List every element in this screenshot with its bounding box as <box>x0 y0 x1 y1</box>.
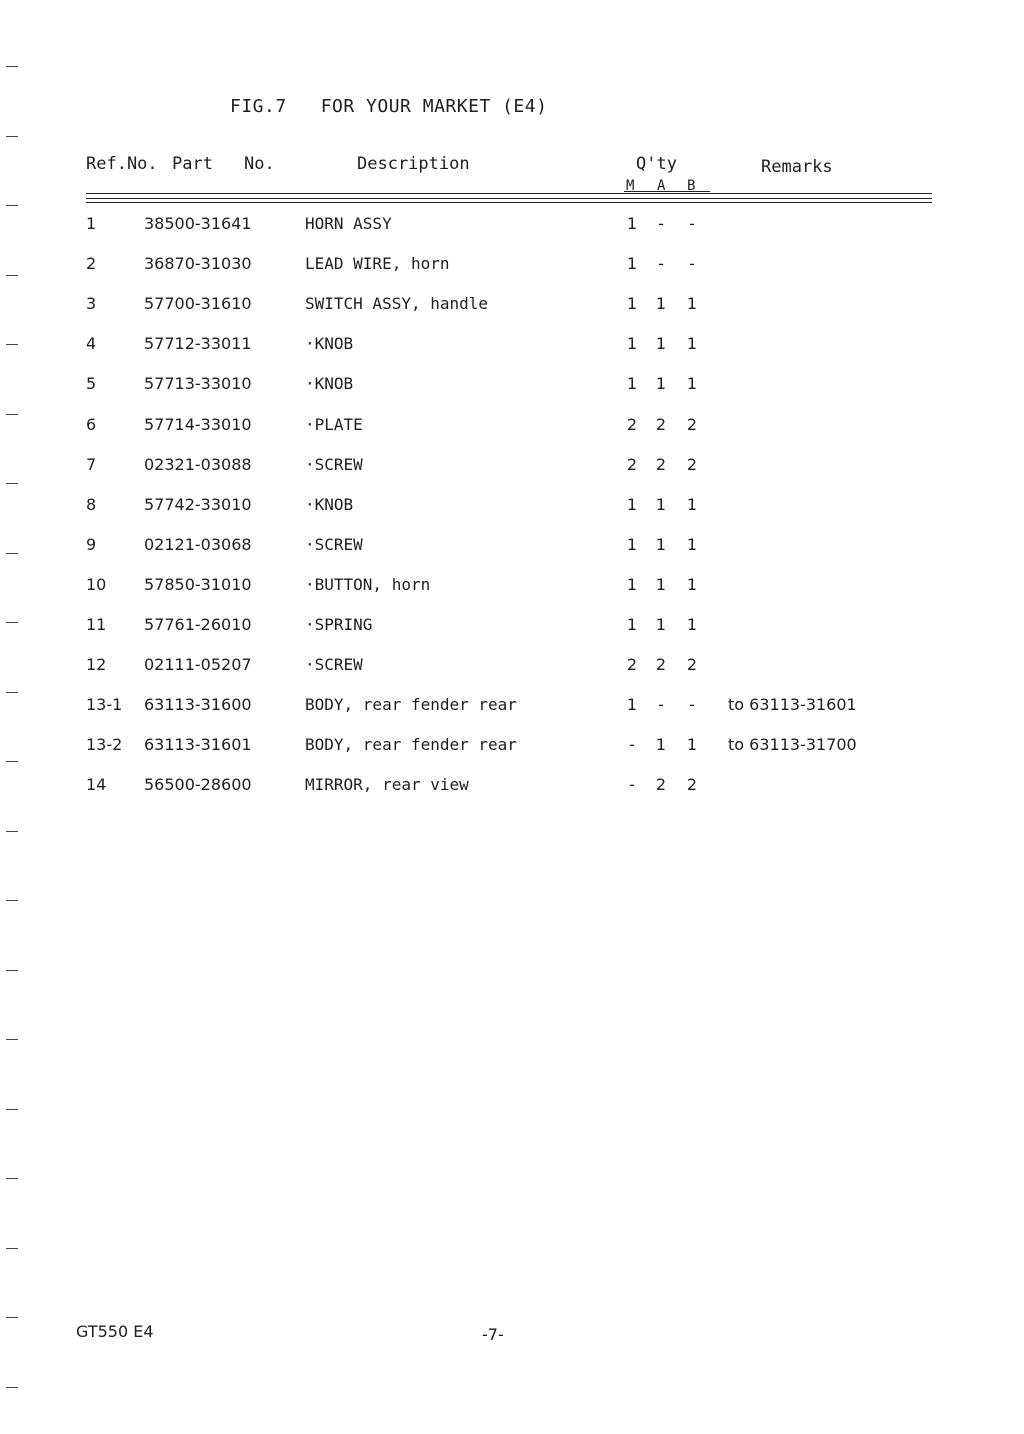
ref-no-cell: 13-2 <box>86 735 123 754</box>
qty-b-cell: 1 <box>686 735 698 754</box>
table-row <box>0 214 1024 244</box>
qty-a-cell: - <box>658 695 664 714</box>
header-ref-no: Ref.No. <box>86 154 158 174</box>
margin-tick <box>6 1248 18 1249</box>
margin-tick <box>6 1387 18 1388</box>
qty-a-cell: 1 <box>655 735 667 754</box>
qty-b-cell: 1 <box>686 334 698 353</box>
table-row <box>0 334 1024 364</box>
ref-no-cell: 1 <box>86 214 97 233</box>
description-cell: ·KNOB <box>305 495 354 514</box>
qty-a-cell: 1 <box>655 535 667 554</box>
qty-a-cell: 2 <box>655 775 667 794</box>
description-cell: ·BUTTON, horn <box>305 575 431 594</box>
qty-m-cell: 2 <box>626 455 638 474</box>
qty-a-cell: 1 <box>655 575 667 594</box>
qty-b-cell: 1 <box>686 374 698 393</box>
table-row <box>0 695 1024 725</box>
description-cell: ·SCREW <box>305 655 363 674</box>
ref-no-cell: 12 <box>86 655 107 674</box>
ref-no-cell: 2 <box>86 254 97 273</box>
qty-subheader-a: A <box>657 178 666 194</box>
table-row <box>0 455 1024 485</box>
part-no-cell: 57742-33010 <box>144 495 252 514</box>
margin-tick <box>6 1317 18 1318</box>
part-no-cell: 57850-31010 <box>144 575 252 594</box>
header-divider <box>86 198 932 199</box>
qty-a-cell: 2 <box>655 415 667 434</box>
qty-b-cell: - <box>689 695 695 714</box>
margin-tick <box>6 136 18 137</box>
qty-b-cell: 2 <box>686 775 698 794</box>
header-description: Description <box>357 154 470 174</box>
header-divider <box>86 193 932 194</box>
qty-a-cell: 1 <box>655 334 667 353</box>
header-remarks: Remarks <box>761 157 833 177</box>
qty-a-cell: 1 <box>655 495 667 514</box>
margin-tick <box>6 692 18 693</box>
qty-m-cell: - <box>629 775 635 794</box>
ref-no-cell: 5 <box>86 374 97 393</box>
description-cell: ·KNOB <box>305 334 354 353</box>
part-no-cell: 02111-05207 <box>144 655 252 674</box>
qty-m-cell: 2 <box>626 415 638 434</box>
margin-tick <box>6 970 18 971</box>
part-no-cell: 56500-28600 <box>144 775 252 794</box>
ref-no-cell: 7 <box>86 455 97 474</box>
ref-no-cell: 8 <box>86 495 97 514</box>
qty-a-cell: - <box>658 254 664 273</box>
part-no-cell: 38500-31641 <box>144 214 252 233</box>
margin-tick <box>6 900 18 901</box>
table-row <box>0 415 1024 445</box>
table-row <box>0 655 1024 685</box>
qty-m-cell: - <box>629 735 635 754</box>
table-row <box>0 254 1024 284</box>
part-no-cell: 63113-31601 <box>144 735 252 754</box>
description-cell: ·SCREW <box>305 535 363 554</box>
qty-subheader-m: M <box>626 178 635 194</box>
remarks-cell: to 63113-31700 <box>728 735 857 754</box>
qty-m-cell: 1 <box>626 495 638 514</box>
margin-tick <box>6 483 18 484</box>
qty-m-cell: 1 <box>626 575 638 594</box>
qty-a-cell: 1 <box>655 615 667 634</box>
margin-tick <box>6 622 18 623</box>
description-cell: ·SCREW <box>305 455 363 474</box>
qty-a-cell: 2 <box>655 655 667 674</box>
part-no-cell: 02321-03088 <box>144 455 252 474</box>
ref-no-cell: 4 <box>86 334 97 353</box>
qty-b-cell: 1 <box>686 615 698 634</box>
ref-no-cell: 14 <box>86 775 107 794</box>
description-cell: LEAD WIRE, horn <box>305 254 450 273</box>
part-no-cell: 36870-31030 <box>144 254 252 273</box>
margin-tick <box>6 414 18 415</box>
qty-subheader-underline <box>624 191 710 192</box>
table-row <box>0 575 1024 605</box>
header-no: No. <box>244 154 275 174</box>
part-no-cell: 57712-33011 <box>144 334 252 353</box>
table-row <box>0 535 1024 565</box>
table-row <box>0 294 1024 324</box>
header-qty: Q'ty <box>636 154 677 174</box>
margin-tick <box>6 1109 18 1110</box>
qty-m-cell: 1 <box>626 695 638 714</box>
margin-tick <box>6 1039 18 1040</box>
qty-m-cell: 1 <box>626 615 638 634</box>
table-row <box>0 735 1024 765</box>
table-row <box>0 775 1024 805</box>
margin-tick <box>6 66 18 67</box>
part-no-cell: 63113-31600 <box>144 695 252 714</box>
qty-b-cell: 2 <box>686 415 698 434</box>
ref-no-cell: 9 <box>86 535 97 554</box>
part-no-cell: 57713-33010 <box>144 374 252 393</box>
part-no-cell: 02121-03068 <box>144 535 252 554</box>
qty-b-cell: 1 <box>686 535 698 554</box>
qty-m-cell: 1 <box>626 334 638 353</box>
description-cell: ·KNOB <box>305 374 354 393</box>
qty-subheader-b: B <box>687 178 696 194</box>
ref-no-cell: 3 <box>86 294 97 313</box>
qty-b-cell: 1 <box>686 495 698 514</box>
description-cell: BODY, rear fender rear <box>305 695 517 714</box>
ref-no-cell: 11 <box>86 615 107 634</box>
qty-a-cell: 2 <box>655 455 667 474</box>
qty-b-cell: - <box>689 214 695 233</box>
qty-m-cell: 1 <box>626 535 638 554</box>
header-part: Part <box>172 154 213 174</box>
margin-tick <box>6 761 18 762</box>
qty-m-cell: 1 <box>626 254 638 273</box>
qty-b-cell: 2 <box>686 655 698 674</box>
qty-a-cell: 1 <box>655 294 667 313</box>
header-divider <box>86 202 932 203</box>
ref-no-cell: 13-1 <box>86 695 123 714</box>
description-cell: MIRROR, rear view <box>305 775 469 794</box>
ref-no-cell: 10 <box>86 575 107 594</box>
table-row <box>0 495 1024 525</box>
qty-m-cell: 1 <box>626 294 638 313</box>
qty-m-cell: 1 <box>626 374 638 393</box>
table-row <box>0 374 1024 404</box>
page-number: -7- <box>482 1325 504 1344</box>
margin-tick <box>6 1178 18 1179</box>
margin-tick <box>6 344 18 345</box>
margin-tick <box>6 831 18 832</box>
qty-a-cell: - <box>658 214 664 233</box>
footer-model: GT550 E4 <box>76 1322 154 1341</box>
description-cell: HORN ASSY <box>305 214 392 233</box>
ref-no-cell: 6 <box>86 415 97 434</box>
qty-a-cell: 1 <box>655 374 667 393</box>
margin-tick <box>6 553 18 554</box>
part-no-cell: 57714-33010 <box>144 415 252 434</box>
margin-tick <box>6 275 18 276</box>
description-cell: SWITCH ASSY, handle <box>305 294 489 313</box>
figure-title: FIG.7 FOR YOUR MARKET (E4) <box>230 96 548 117</box>
description-cell: ·PLATE <box>305 415 363 434</box>
qty-b-cell: 1 <box>686 294 698 313</box>
table-row <box>0 615 1024 645</box>
qty-m-cell: 1 <box>626 214 638 233</box>
description-cell: ·SPRING <box>305 615 373 634</box>
margin-tick <box>6 205 18 206</box>
part-no-cell: 57761-26010 <box>144 615 252 634</box>
qty-b-cell: - <box>689 254 695 273</box>
qty-b-cell: 2 <box>686 455 698 474</box>
part-no-cell: 57700-31610 <box>144 294 252 313</box>
qty-b-cell: 1 <box>686 575 698 594</box>
remarks-cell: to 63113-31601 <box>728 695 857 714</box>
description-cell: BODY, rear fender rear <box>305 735 517 754</box>
qty-m-cell: 2 <box>626 655 638 674</box>
